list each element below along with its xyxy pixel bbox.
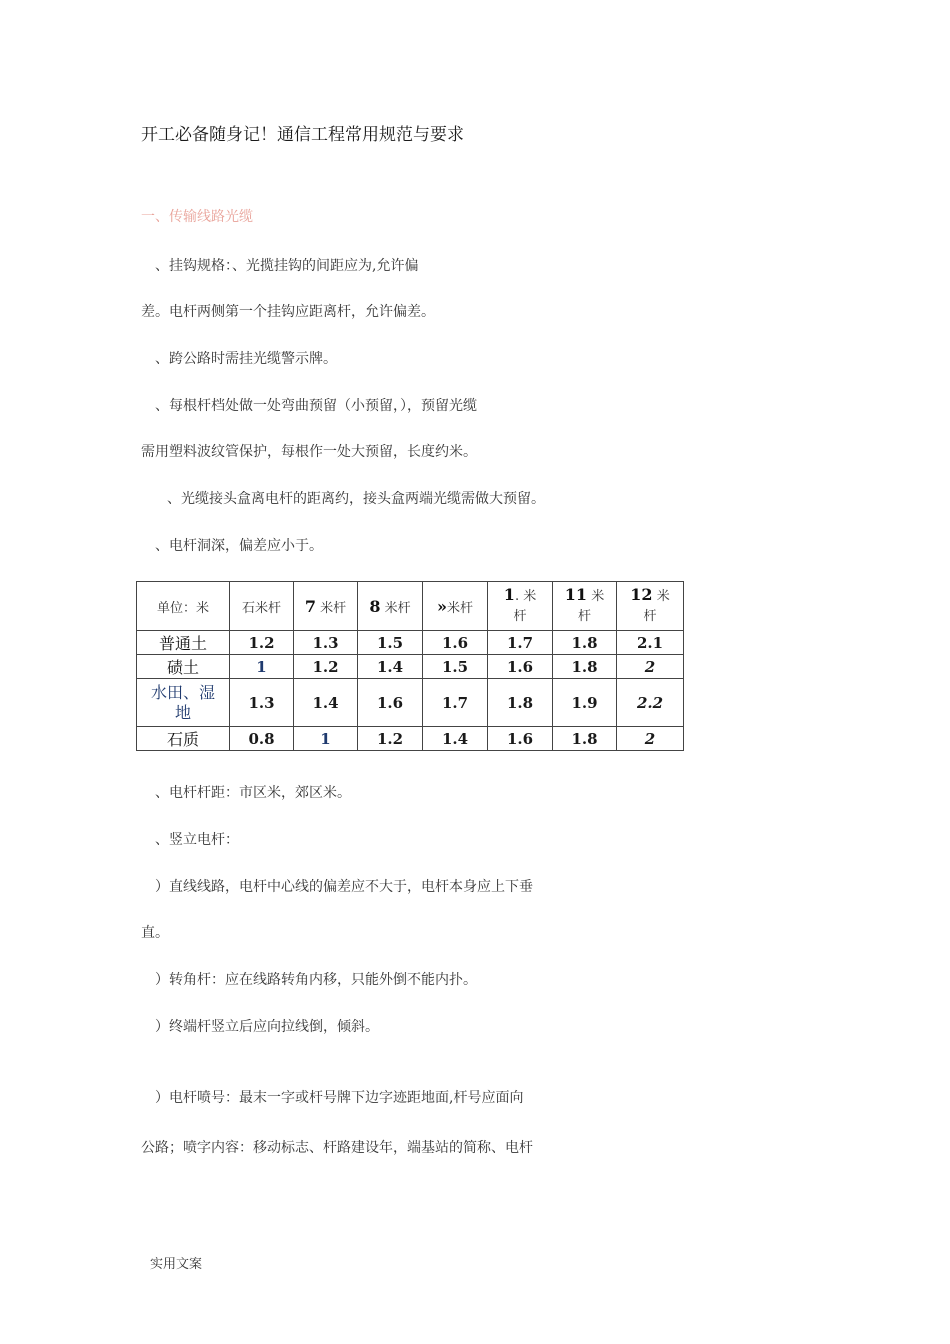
row-label: 石质 [137, 727, 230, 751]
table-cell: 1.3 [294, 631, 358, 655]
table-cell: 1 [230, 655, 294, 679]
table-row [137, 679, 684, 727]
paragraph-pole-numbering: ）电杆喷号：最末一字或杆号牌下边字迹距地面,杆号应面向 [155, 1090, 524, 1106]
paragraph-straight-line-cont: 直。 [141, 925, 169, 941]
table-cell: 0.8 [230, 727, 294, 751]
paragraph-hook-spec-cont: 差。电杆两侧第一个挂钩应距离杆，允许偏差。 [141, 304, 435, 320]
row-label: 普通土 [137, 631, 230, 655]
section-heading: 一、传输线路光缆 [141, 209, 253, 225]
paragraph-terminal-pole: ）终端杆竖立后应向拉线倒，倾斜。 [155, 1019, 379, 1035]
table-cell: 1.2 [358, 727, 423, 751]
table-cell: 2 [617, 727, 684, 751]
table-row [137, 631, 684, 655]
table-cell: 1.8 [553, 727, 617, 751]
paragraph-erect-pole: 、竖立电杆： [155, 832, 239, 848]
paragraph-splice-box: 、光缆接头盒离电杆的距离约，接头盒两端光缆需做大预留。 [167, 491, 545, 507]
pole-depth-table [136, 581, 684, 751]
table-cell: 1.4 [358, 655, 423, 679]
header-col-3: 8 米杆 [358, 582, 423, 631]
table-cell: 1.8 [488, 679, 553, 727]
paragraph-hook-spec: 、挂钩规格：、光揽挂钩的间距应为,允许偏 [155, 258, 419, 274]
table-cell: 1.3 [230, 679, 294, 727]
table-row [137, 727, 684, 751]
paragraph-pole-depth: 、电杆洞深，偏差应小于。 [155, 538, 323, 554]
header-col-4: »米杆 [423, 582, 488, 631]
table-cell: 1.7 [423, 679, 488, 727]
table-cell: 1 [294, 727, 358, 751]
header-col-2: 7 米杆 [294, 582, 358, 631]
header-col-1: 石米杆 [230, 582, 294, 631]
table-cell: 2.1 [617, 631, 684, 655]
paragraph-straight-line: ）直线线路，电杆中心线的偏差应不大于，电杆本身应上下垂 [155, 879, 533, 895]
table-cell: 2.2 [617, 679, 684, 727]
table-cell: 1.4 [423, 727, 488, 751]
table-cell: 1.8 [553, 631, 617, 655]
table-cell: 1.5 [423, 655, 488, 679]
footer-label: 实用文案 [150, 1257, 203, 1272]
table-cell: 1.5 [358, 631, 423, 655]
paragraph-reserve: 、每根杆档处做一处弯曲预留（小预留，），预留光缆 [155, 398, 477, 414]
row-label: 水田、湿 地 [137, 679, 230, 727]
header-unit: 单位：米 [137, 582, 230, 631]
table-cell: 1.6 [488, 727, 553, 751]
paragraph-reserve-cont: 需用塑料波纹管保护，每根作一处大预留，长度约米。 [141, 444, 477, 460]
table-header-row [137, 582, 684, 631]
document-title: 开工必备随身记！通信工程常用规范与要求 [141, 125, 464, 145]
table-cell: 1.7 [488, 631, 553, 655]
paragraph-pole-numbering-cont: 公路；喷字内容：移动标志、杆路建设年，端基站的简称、电杆 [141, 1140, 533, 1156]
table-cell: 1.6 [488, 655, 553, 679]
table-row [137, 655, 684, 679]
table-cell: 1.6 [423, 631, 488, 655]
table-cell: 2 [617, 655, 684, 679]
table-cell: 1.9 [553, 679, 617, 727]
row-label: 碛土 [137, 655, 230, 679]
header-col-5: 1. 米 杆 [488, 582, 553, 631]
header-col-7: 12 米 杆 [617, 582, 684, 631]
paragraph-road-sign: 、跨公路时需挂光缆警示牌。 [155, 351, 337, 367]
table-cell: 1.2 [230, 631, 294, 655]
table-cell: 1.2 [294, 655, 358, 679]
paragraph-corner-pole: ）转角杆：应在线路转角内移，只能外倒不能内扑。 [155, 972, 477, 988]
paragraph-pole-spacing: 、电杆杆距：市区米，郊区米。 [155, 785, 351, 801]
table-cell: 1.8 [553, 655, 617, 679]
table-cell: 1.4 [294, 679, 358, 727]
table-cell: 1.6 [358, 679, 423, 727]
header-col-6: 11 米 杆 [553, 582, 617, 631]
